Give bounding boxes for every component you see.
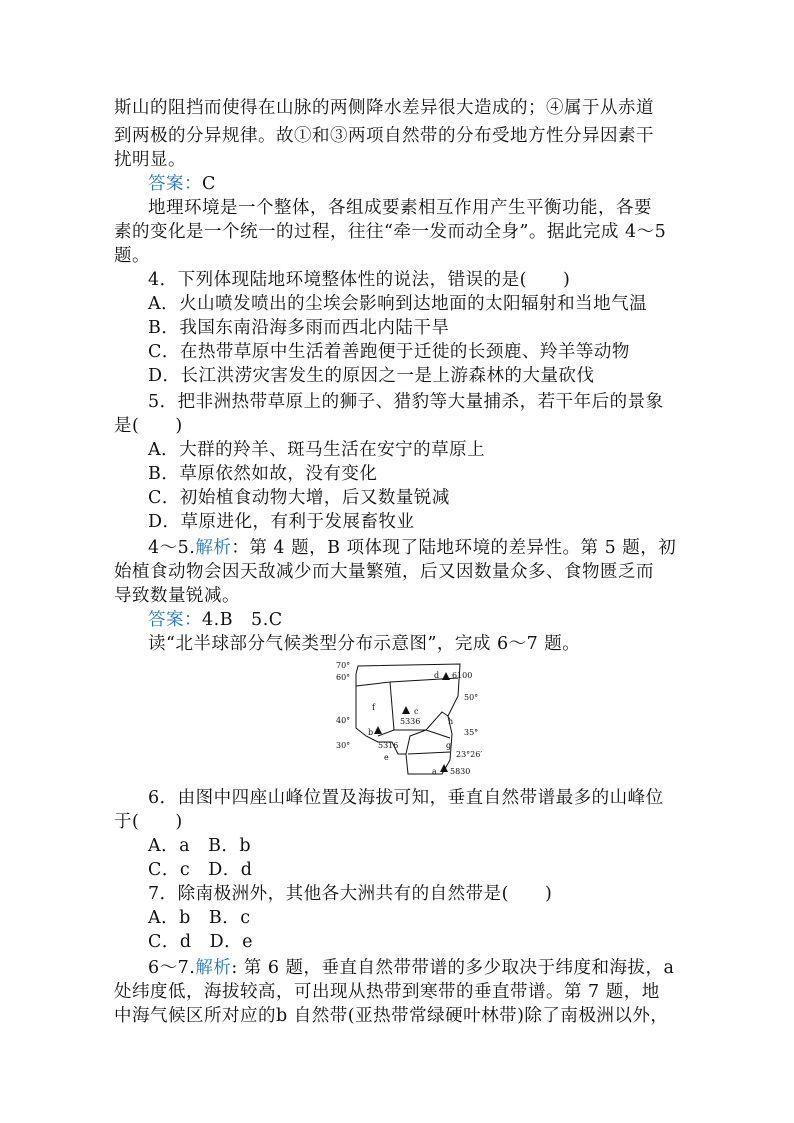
analysis-prefix: 4～5.: [148, 538, 196, 558]
text-line: 斯山的阻挡而使得在山脉的两侧降水差异很大造成的；④属于从赤道: [114, 98, 654, 118]
analysis-text: : 第 6 题，垂直自然带带谱的多少取决于纬度和海拔，a: [231, 958, 675, 978]
analysis-label: 解析: [195, 538, 232, 558]
option-b: B．草原依然如故，没有变化: [148, 464, 378, 484]
text-line: 始植食动物会因天敌减少而大量繁殖，后又因数量众多、食物匮乏而: [114, 562, 654, 582]
text-line: 读“北半球部分气候类型分布示意图”，完成 6～7 题。: [148, 634, 581, 654]
analysis-line: [148, 956, 675, 980]
option-a: A．大群的羚羊、斑马生活在安宁的草原上: [148, 440, 486, 460]
text-line: 扰明显。: [114, 150, 186, 170]
analysis-line: [148, 536, 676, 560]
text-line: 处纬度低，海拔较高，可出现从热带到寒带的垂直带谱。第 7 题，地: [114, 982, 660, 1002]
analysis-text: ：第 4 题，B 项体现了陆地环境的差异性。第 5 题，初: [231, 538, 677, 558]
answer-label: 答案：: [148, 610, 202, 630]
text-line: 中海气候区所对应的b 自然带(亚热带常绿硬叶林带)除了南极洲以外，: [114, 1006, 669, 1026]
peak-d-icon: [442, 672, 450, 680]
peak-c-icon: [402, 706, 410, 714]
answer-value: C: [202, 174, 216, 194]
region-boundary: [408, 752, 450, 754]
climate-map-svg: [330, 656, 490, 780]
text-line: 地理环境是一个整体，各组成要素相互作用产生平衡功能，各要: [148, 198, 652, 218]
question-4: 4．下列体现陆地环境整体性的说法，错误的是( ): [148, 270, 571, 290]
text-line: 于( ): [114, 812, 183, 832]
lat-label: 23°26′: [456, 750, 483, 759]
region-label: h: [448, 717, 454, 726]
peak-b-icon: [374, 726, 382, 734]
option-d: D．长江洪涝灾害发生的原因之一是上游森林的大量砍伐: [148, 366, 595, 386]
analysis-label: 解析: [195, 958, 232, 978]
peak-elevation: 5316: [378, 741, 399, 750]
lat-label: 30°: [336, 741, 351, 750]
lat-label: 35°: [464, 728, 479, 737]
answer-label: 答案：: [148, 174, 202, 194]
options-ab: A．b B．c: [148, 908, 251, 928]
text-line: 到两极的分异规律。故①和③两项自然带的分布受地方性分异因素干: [114, 126, 654, 146]
text-line: 是( ): [114, 416, 183, 436]
region-label: b: [368, 728, 374, 737]
region-boundary: [426, 730, 450, 738]
option-c: C．初始植食动物大增，后又数量锐减: [148, 488, 450, 508]
option-c: C．在热带草原中生活着善跑便于迁徙的长颈鹿、羚羊等动物: [148, 342, 630, 362]
region-label: e: [384, 753, 389, 762]
lat-label: 70°: [336, 661, 351, 670]
region-label: g: [446, 741, 452, 750]
lat-label: 50°: [464, 693, 479, 702]
options-cd: C．c D．d: [148, 860, 253, 880]
options-cd: C．d D．e: [148, 932, 253, 952]
region-label: c: [414, 707, 419, 716]
option-b: B．我国东南沿海多雨而西北内陆干旱: [148, 318, 450, 338]
text-line: 素的变化是一个统一的过程，往往“牵一发而动全身”。据此完成 4～5: [114, 222, 667, 242]
answer-value: 4.B 5.C: [202, 610, 283, 630]
region-label: a: [432, 767, 437, 776]
climate-diagram: [330, 656, 490, 780]
lat-label: 60°: [336, 673, 351, 682]
region-boundary: [356, 682, 394, 736]
question-7: 7．除南极洲外，其他各大洲共有的自然带是( ): [148, 884, 553, 904]
region-boundary: [406, 730, 426, 754]
lat-label: 40°: [336, 716, 351, 725]
answer-line: [148, 172, 216, 196]
region-label: d: [434, 671, 440, 680]
options-ab: A．a B．b: [148, 836, 252, 856]
text-line: 导致数量锐减。: [114, 586, 240, 606]
peak-elevation: 5336: [400, 717, 421, 726]
text-line: 题。: [114, 246, 150, 266]
option-d: D．草原进化，有利于发展畜牧业: [148, 512, 415, 532]
peak-elevation: 5830: [450, 767, 471, 776]
peak-elevation: 6100: [452, 671, 473, 680]
option-a: A．火山喷发喷出的尘埃会影响到达地面的太阳辐射和当地气温: [148, 294, 648, 314]
question-5: 5．把非洲热带草原上的狮子、猎豹等大量捕杀，若干年后的景象: [148, 392, 664, 412]
answer-line: [148, 608, 283, 632]
analysis-prefix: 6～7.: [148, 958, 196, 978]
question-6: 6．由图中四座山峰位置及海拔可知，垂直自然带谱最多的山峰位: [148, 788, 664, 808]
region-label: f: [372, 703, 375, 712]
